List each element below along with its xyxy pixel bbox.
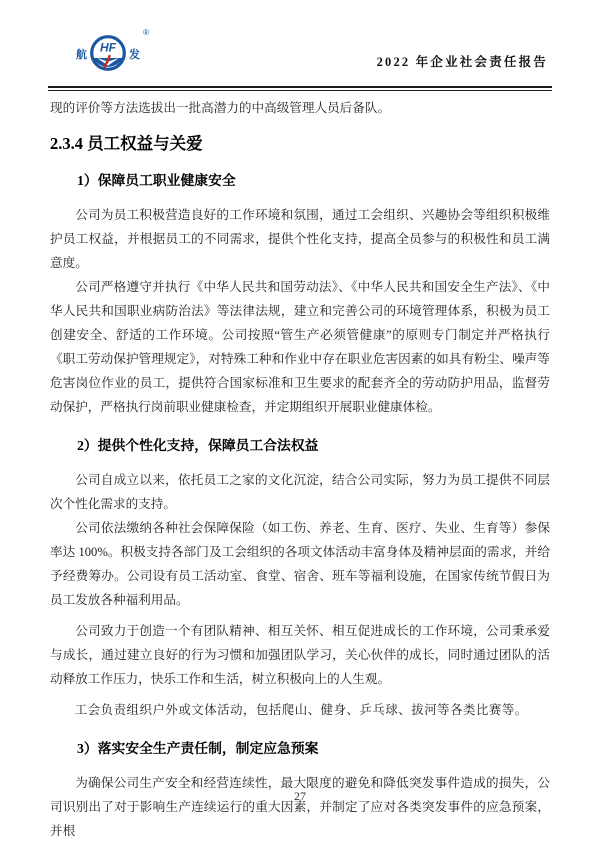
company-logo xyxy=(74,28,149,74)
paragraph-emergency-plan: 为确保公司生产安全和经营连续性，最大限度的避免和降低突发事件造成的损失，公司识别出了对于影响生产连续运行的重大因素，并制定了应对各类突发事件的应急预案，并根 xyxy=(50,776,550,838)
logo-emblem-icon xyxy=(89,33,127,73)
paragraph-laws-health: 公司严格遵守并执行《中华人民共和国劳动法》、《中华人民共和国安全生产法》、《中华人民共和国职业病防治法》等法律法规，建立和完善公司的环境管理体系，积极为员工创建安全、舒适的工作环境。公司按照“管生产必须管健康”的原则专门制定并严格执行《职工劳动保护管理规定》，对特殊工种和作业中存在职业危害因素的如具有粉尘、噪声等危害岗位作业的员工，提供符合国家标准和卫生要求的配套齐全的劳动防护用品，监督劳动保护，严格执行岗前职业健康检查，并定期组织开展职业健康体检。 xyxy=(50,280,550,414)
section-title: 2.3.4 员工权益与关爱 xyxy=(50,134,203,153)
registered-trademark-icon: ® xyxy=(143,28,149,37)
page-footer xyxy=(0,789,600,804)
paragraph-personalized-support: 公司自成立以来，依托员工之家的文化沉淀，结合公司实际，努力为员工提供不同层次个性化需求的支持。 xyxy=(50,473,550,511)
page-header xyxy=(0,0,600,74)
logo-right-char: 发 xyxy=(129,48,140,61)
paragraph-team-spirit: 公司致力于创造一个有团队精神、相互关怀、相互促进成长的工作环境，公司秉承爱与成长，通过建立良好的行为习惯和加强团队学习，关心伙伴的成长，同时通过团队的活动释放工作压力，快乐工作和生活，树立积极向上的人生观。 xyxy=(50,624,550,686)
report-title: 2022 年企业社会责任报告 xyxy=(376,55,548,69)
carryover-line: 现的评价等方法选拔出一批高潜力的中高级管理人员后备队。 xyxy=(50,101,391,115)
subsection-heading-1: 1）保障员工职业健康安全 xyxy=(77,173,236,188)
logo-left-char: 航 xyxy=(76,48,87,61)
subsection-heading-3: 3）落实安全生产责任制，制定应急预案 xyxy=(77,741,319,756)
page-number: 27 xyxy=(294,789,306,803)
subsection-heading-2: 2）提供个性化支持，保障员工合法权益 xyxy=(77,438,319,453)
paragraph-work-environment: 公司为员工积极营造良好的工作环境和氛围，通过工会组织、兴趣协会等组织积极维护员工权益，并根据员工的不同需求，提供个性化支持，提高全员参与的积极性和员工满意度。 xyxy=(50,208,550,270)
paragraph-social-insurance: 公司依法缴纳各种社会保障保险（如工伤、养老、生育、医疗、失业、生育等）参保率达 100%。积极支持各部门及工会组织的各项文体活动丰富身体及精神层面的需求，并给予经费筹办。公司设有员工活动室、食堂、宿舍、班车等福利设施，在国家传统节假日为员工发放各种福利用品。 xyxy=(50,521,550,607)
document-body xyxy=(0,91,600,843)
logo-monogram: HF xyxy=(100,40,116,55)
paragraph-union-activities: 工会负责组织户外或文体活动，包括爬山、健身、乒乓球、拔河等各类比赛等。 xyxy=(74,703,528,717)
